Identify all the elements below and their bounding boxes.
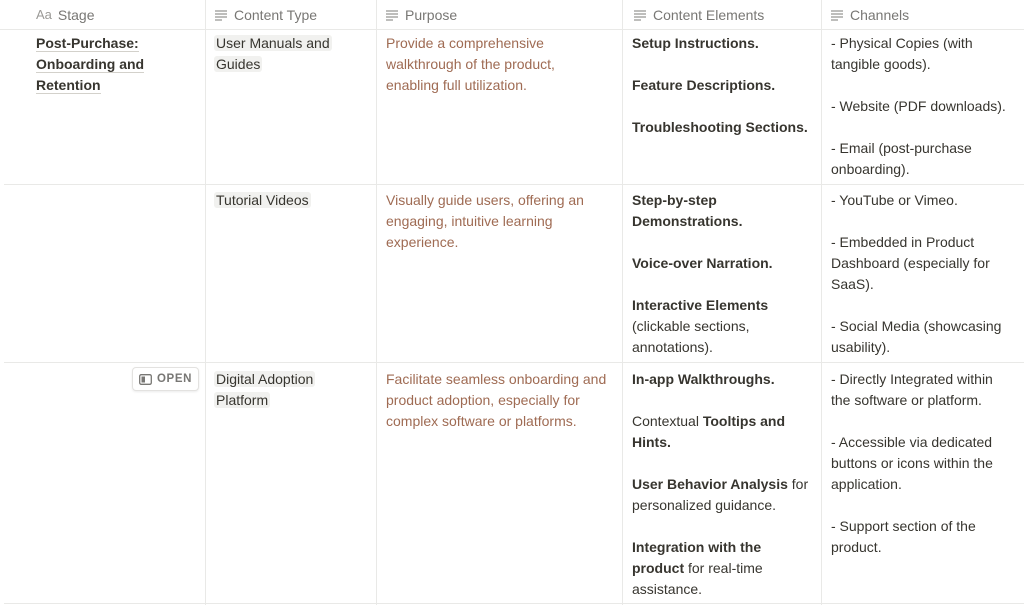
title-property-icon: Aa xyxy=(36,7,52,22)
table-row-1-stage[interactable] xyxy=(36,33,201,96)
lines-icon xyxy=(633,9,647,21)
column-header-content-elements[interactable] xyxy=(623,0,822,29)
element-text: Hints. xyxy=(632,434,671,450)
channel-line: tangible goods). xyxy=(831,56,931,72)
column-divider xyxy=(622,0,623,605)
purpose-line: experience. xyxy=(386,234,459,250)
element-text: Demonstrations. xyxy=(632,213,743,229)
column-divider xyxy=(205,0,206,605)
element-text: assistance. xyxy=(632,581,703,597)
purpose-line: engaging, intuitive learning xyxy=(386,213,553,229)
table-row-2-content-type[interactable] xyxy=(214,190,374,211)
purpose-line: Visually guide users, offering an xyxy=(386,192,584,208)
column-header-stage[interactable] xyxy=(28,0,206,29)
column-header-content-type[interactable] xyxy=(206,0,377,29)
content-type-tag: User Manuals and xyxy=(216,35,330,51)
channel-line: - Physical Copies (with xyxy=(831,35,973,51)
stage-line: Retention xyxy=(36,77,101,93)
table-row-3-purpose[interactable] xyxy=(386,369,620,432)
open-label: OPEN xyxy=(157,373,192,385)
table-row-2-channels[interactable] xyxy=(831,190,1023,358)
channel-line: - Website (PDF downloads). xyxy=(831,98,1006,114)
open-row-button[interactable] xyxy=(132,367,199,391)
column-divider xyxy=(821,0,822,605)
element-text: product xyxy=(632,560,685,576)
lines-icon xyxy=(385,9,399,21)
column-header-label: Channels xyxy=(850,6,910,23)
channel-line: - Accessible via dedicated xyxy=(831,434,993,450)
stage-line: Onboarding and xyxy=(36,56,145,72)
table-row-1-content-elements[interactable] xyxy=(632,33,820,138)
column-header-label: Stage xyxy=(57,6,95,23)
channel-line: the software or platform. xyxy=(831,392,982,408)
purpose-line: enabling full utilization. xyxy=(386,77,527,93)
column-header-label: Content Type xyxy=(234,6,318,23)
element-text: (clickable sections, xyxy=(632,318,750,334)
table-row-3-content-type[interactable] xyxy=(214,369,374,411)
lines-icon xyxy=(214,9,228,21)
lines-icon xyxy=(830,9,844,21)
element-text: Troubleshooting Sections. xyxy=(632,119,808,135)
element-text: for xyxy=(787,476,809,492)
channel-line: - Email (post-purchase xyxy=(831,140,972,156)
channel-line: usability). xyxy=(831,339,891,355)
element-text: for real-time xyxy=(684,560,763,576)
row-divider xyxy=(4,362,1024,363)
channel-line: - Social Media (showcasing xyxy=(831,318,1002,334)
channel-line: product. xyxy=(831,539,882,555)
purpose-line: Facilitate seamless onboarding and xyxy=(386,371,607,387)
element-text: Feature Descriptions. xyxy=(632,77,776,93)
table-row-2-stage[interactable] xyxy=(36,190,201,358)
element-text: annotations). xyxy=(632,339,713,355)
content-type-tag: Tutorial Videos xyxy=(216,192,309,208)
channel-line: - Directly Integrated within xyxy=(831,371,993,387)
purpose-line: Provide a comprehensive xyxy=(386,35,544,51)
table-row-2-purpose[interactable] xyxy=(386,190,620,253)
column-header-label: Content Elements xyxy=(653,6,765,23)
channel-line: Dashboard (especially for xyxy=(831,255,990,271)
table-row-2-content-elements[interactable] xyxy=(632,190,820,358)
column-header-channels[interactable] xyxy=(822,0,1024,29)
channel-line: SaaS). xyxy=(831,276,874,292)
element-text: Integration with the xyxy=(632,539,762,555)
table-header xyxy=(0,0,1024,30)
table-row-1-purpose[interactable] xyxy=(386,33,620,96)
element-text: Voice-over Narration. xyxy=(632,255,773,271)
channel-line: - YouTube or Vimeo. xyxy=(831,192,958,208)
table-row-3-channels[interactable] xyxy=(831,369,1023,558)
element-text: User Behavior Analysis xyxy=(632,476,788,492)
channel-line: onboarding). xyxy=(831,161,910,177)
element-text: Interactive Elements xyxy=(632,297,769,313)
element-text: Step-by-step xyxy=(632,192,717,208)
purpose-line: product adoption, especially for xyxy=(386,392,580,408)
column-divider xyxy=(376,0,377,605)
purpose-line: complex software or platforms. xyxy=(386,413,577,429)
column-header-purpose[interactable] xyxy=(377,0,623,29)
table-row-3-content-elements[interactable] xyxy=(632,369,820,600)
row-divider xyxy=(4,603,1024,604)
channel-line: - Support section of the xyxy=(831,518,976,534)
content-type-tag: Platform xyxy=(216,392,269,408)
stage-line: Post-Purchase: xyxy=(36,35,139,51)
element-text: In-app Walkthroughs. xyxy=(632,371,775,387)
channel-line: - Embedded in Product xyxy=(831,234,975,250)
content-type-tag: Digital Adoption xyxy=(216,371,314,387)
element-text: Setup Instructions. xyxy=(632,35,759,51)
content-type-tag: Guides xyxy=(216,56,261,72)
column-header-label: Purpose xyxy=(405,6,458,23)
purpose-line: walkthrough of the product, xyxy=(386,56,555,72)
element-text: Contextual xyxy=(632,413,703,429)
table-row-1-channels[interactable] xyxy=(831,33,1023,180)
table-row-1-content-type[interactable] xyxy=(214,33,374,75)
row-divider xyxy=(4,184,1024,185)
side-peek-icon xyxy=(139,374,152,385)
element-text: personalized guidance. xyxy=(632,497,776,513)
channel-line: buttons or icons within the xyxy=(831,455,993,471)
channel-line: application. xyxy=(831,476,902,492)
element-text: Tooltips and xyxy=(702,413,786,429)
